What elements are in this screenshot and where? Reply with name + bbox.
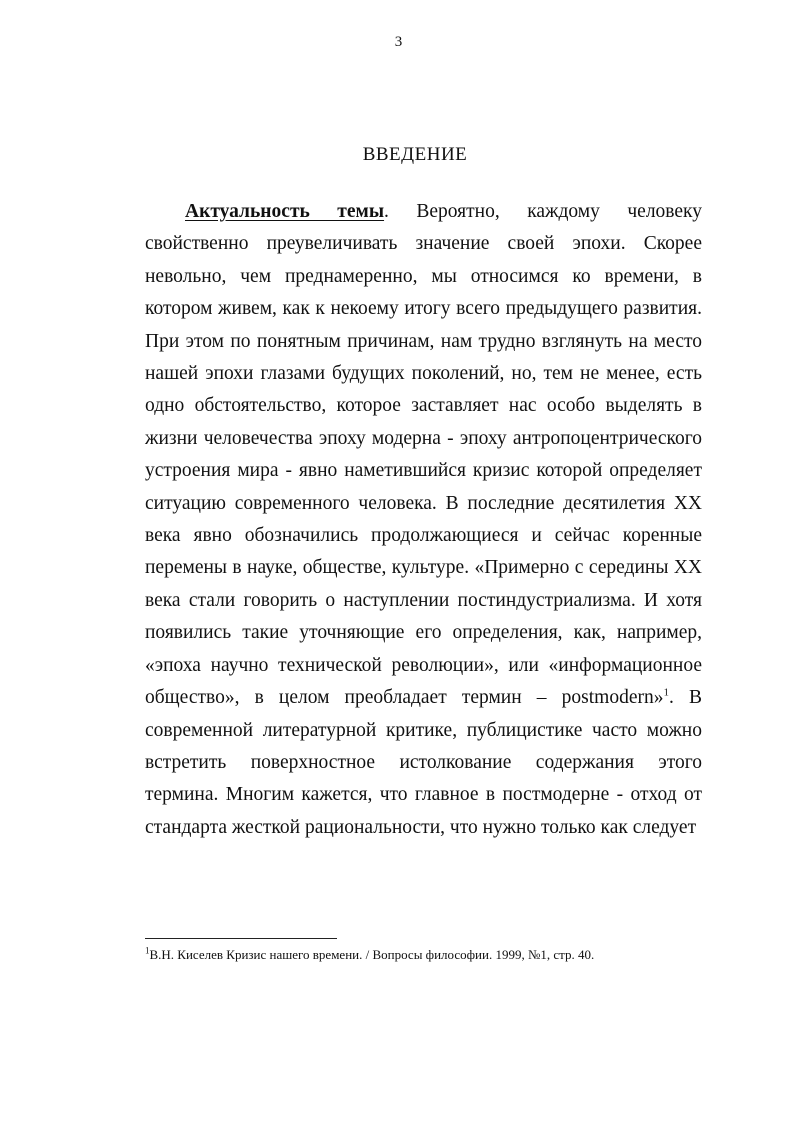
page-number: 3 <box>394 34 403 50</box>
footnote-text: В.Н. Киселев Кризис нашего времени. / Вопросы философии. 1999, №1, стр. 40. <box>149 947 595 962</box>
footnote-reference: 1 <box>663 686 669 699</box>
footnote-divider <box>145 938 337 939</box>
footnote-mark: 1 <box>145 945 150 956</box>
paragraph-text-continued: . В современной литературной критике, публицистике часто можно встретить поверхностное истолкование содержания этого термина. Многим кажется, что главное в постмодерне - отход от стандарта жесткой рациональности, что нужно только как следует <box>145 687 702 838</box>
topic-relevance-heading: Актуальность темы <box>185 201 385 222</box>
paragraph-text: . Вероятно, каждому человеку свойственно преувеличивать значение своей эпохи. Скорее невольно, чем преднамеренно, мы относимся ко времени, в котором живем, как к некоему итогу всего предыдущего развития. При этом по понятным причинам, нам трудно взглянуть на место нашей эпохи глазами будущих поколений, но, тем не менее, есть одно обстоятельство, которое заставляет нас особо выделять в жизни человечества эпоху модерна - эпоху антропоцентрического устроения мира - явно наметившийся кризис которой определяет ситуацию современного человека. В последние десятилетия XX века явно обозначились продолжающиеся и сейчас коренные перемены в науке, обществе, культуре. «Примерно с середины XX века стали говорить о наступлении постиндустриализма. И хотя появились такие уточняющие его определения, как, например, «эпоха научно технической революции», или «информационное общество», в целом преобладает термин – postmodern» <box>145 201 702 709</box>
footnote <box>145 946 702 963</box>
section-title: ВВЕДЕНИЕ <box>362 144 468 165</box>
intro-paragraph <box>145 196 702 844</box>
